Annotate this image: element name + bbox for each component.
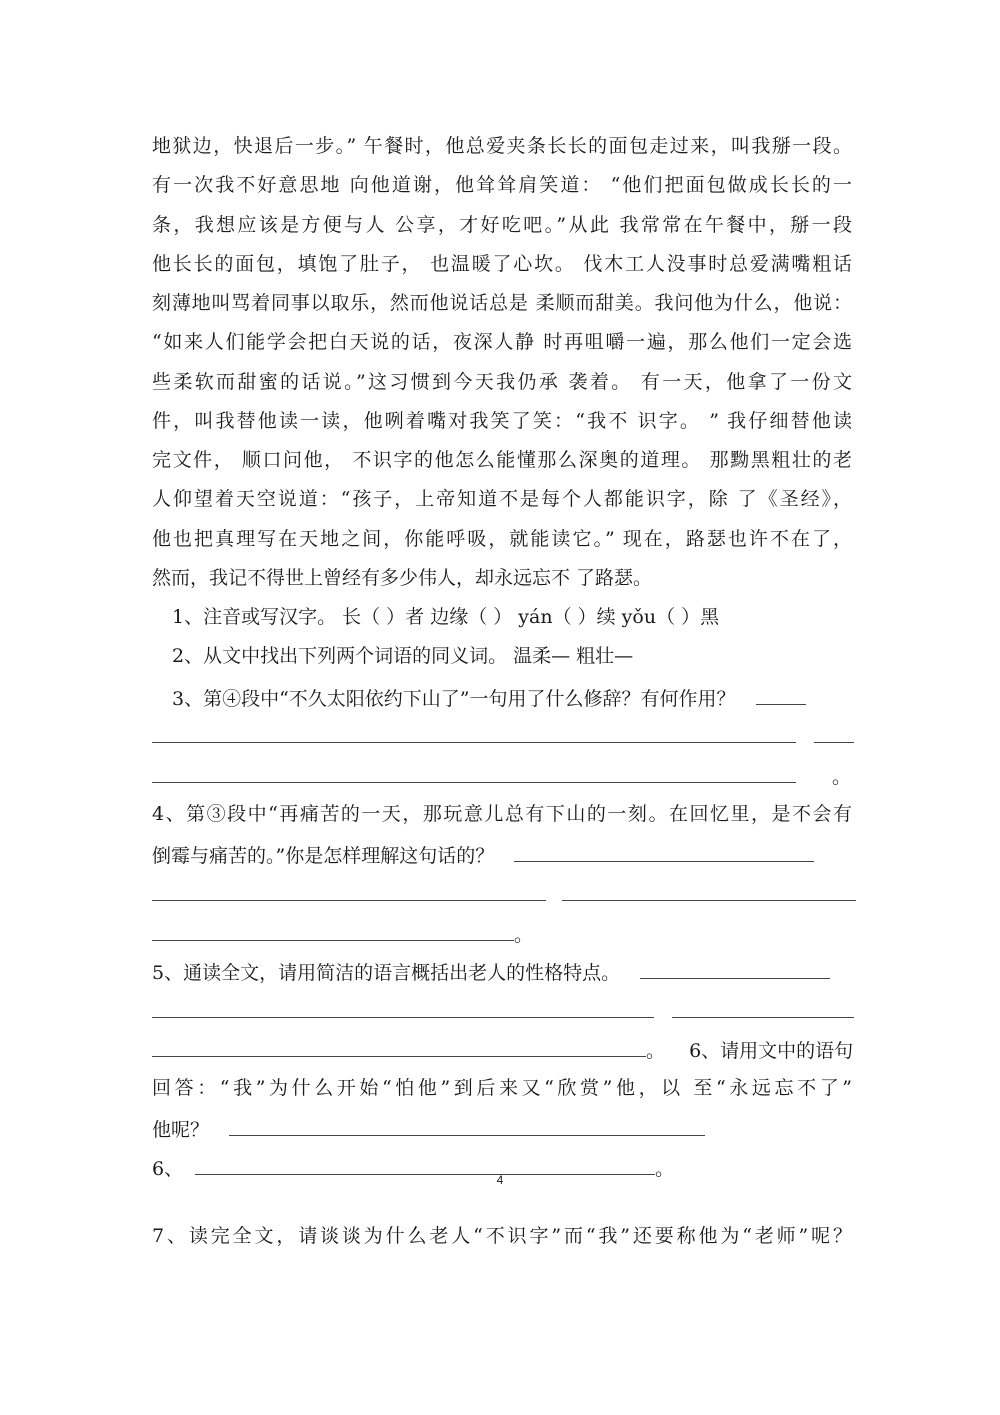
answer-line bbox=[152, 762, 852, 789]
passage-line: 有一次我不好意思地 向他道谢，他耸耸肩笑道： “他们把面包做成长长的一 bbox=[152, 174, 852, 196]
question-3 bbox=[172, 684, 852, 711]
answer-blank[interactable] bbox=[152, 880, 546, 901]
end-mark: 。 bbox=[832, 766, 852, 788]
answer-blank[interactable] bbox=[672, 997, 854, 1018]
passage-line: 地狱边，快退后一步。” 午餐时，他总爱夹条长长的面包走过来，叫我掰一段。 bbox=[152, 135, 852, 157]
passage-line: 刻薄地叫骂着同事以取乐，然而他说话总是 柔顺而甜美。我问他为什么，他说： bbox=[152, 292, 852, 314]
question-4-text: 倒霉与痛苦的。”你是怎样理解这句话的？ bbox=[152, 845, 495, 867]
end-mark: 。 bbox=[514, 924, 534, 946]
end-mark: 。 bbox=[646, 1040, 666, 1062]
answer-blank[interactable] bbox=[814, 722, 854, 743]
answer-blank[interactable] bbox=[640, 958, 830, 979]
question-6: 回答：“我”为什么开始“怕他”到后来又“欣赏”他，以 至“永远忘不了” bbox=[152, 1077, 852, 1099]
question-2: 2、从文中找出下列两个词语的同义词。 温柔— 粗壮— bbox=[172, 645, 634, 667]
answer-blank[interactable] bbox=[152, 722, 796, 743]
question-3-text: 3、第④段中“不久太阳依约下山了”一句用了什么修辞？有何作用？ bbox=[172, 688, 736, 710]
answer-blank[interactable] bbox=[229, 1115, 705, 1136]
question-6-cont bbox=[152, 1115, 852, 1142]
question-4-cont bbox=[152, 841, 852, 868]
passage-line: 完文件， 顺口问他， 不识字的他怎么能懂那么深奥的道理。 那黝黑粗壮的老 bbox=[152, 449, 852, 471]
passage-line: 人仰望着天空说道：“孩子，上帝知道不是每个人都能识字，除 了《圣经》， bbox=[152, 488, 852, 510]
question-6-text: 他呢？ bbox=[152, 1119, 210, 1141]
question-7: 7、读完全文，请谈谈为什么老人“不识字”而“我”还要称他为“老师”呢？ bbox=[152, 1225, 852, 1247]
answer-blank[interactable] bbox=[756, 684, 806, 705]
answer-blank[interactable] bbox=[195, 1154, 655, 1175]
answer-blank[interactable] bbox=[562, 880, 856, 901]
question-6-prefix: 6、 bbox=[152, 1158, 184, 1180]
passage-line: 些柔软而甜蜜的话说。”这习惯到今天我仍承 袭着。 有一天，他拿了一份文 bbox=[152, 371, 852, 393]
question-4: 4、第③段中“再痛苦的一天，那玩意儿总有下山的一刻。在回忆里，是不会有 bbox=[152, 803, 852, 825]
question-6-inline: 6、请用文中的语句 bbox=[689, 1040, 854, 1062]
question-5-text: 5、通读全文，请用简洁的语言概括出老人的性格特点。 bbox=[152, 962, 621, 984]
answer-blank[interactable] bbox=[152, 997, 654, 1018]
page-number: 4 bbox=[496, 1173, 504, 1187]
end-mark: 。 bbox=[655, 1158, 675, 1180]
passage-line: 他也把真理写在天地之间，你能呼吸，就能读它。” 现在，路瑟也许不在了， bbox=[152, 528, 852, 550]
answer-blank[interactable] bbox=[152, 920, 514, 941]
passage-line: 然而，我记不得世上曾经有多少伟人，却永远忘不 了路瑟。 bbox=[152, 567, 653, 589]
answer-line bbox=[152, 1036, 852, 1063]
question-5 bbox=[152, 958, 852, 985]
answer-line bbox=[152, 997, 852, 1024]
question-1: 1、注音或写汉字。 长（ ）者 边缘（ ） yán（ ）续 yǒu（ ）黑 bbox=[172, 606, 720, 628]
passage-line: 他长长的面包，填饱了肚子， 也温暖了心坎。 伐木工人没事时总爱满嘴粗话 bbox=[152, 253, 852, 275]
answer-line bbox=[152, 722, 852, 749]
answer-blank[interactable] bbox=[152, 1036, 646, 1057]
answer-blank[interactable] bbox=[514, 841, 814, 862]
passage-line: 条，我想应该是方便与人 公享，才好吃吧。”从此 我常常在午餐中，掰一段 bbox=[152, 214, 852, 236]
answer-line bbox=[152, 880, 852, 907]
passage-line: “如来人们能学会把白天说的话，夜深人静 时再咀嚼一遍，那么他们一定会选 bbox=[152, 331, 852, 353]
answer-blank[interactable] bbox=[152, 762, 796, 783]
answer-line bbox=[152, 920, 852, 947]
passage-line: 件，叫我替他读一读，他咧着嘴对我笑了笑：“我不 识字。 ” 我仔细替他读 bbox=[152, 410, 852, 432]
